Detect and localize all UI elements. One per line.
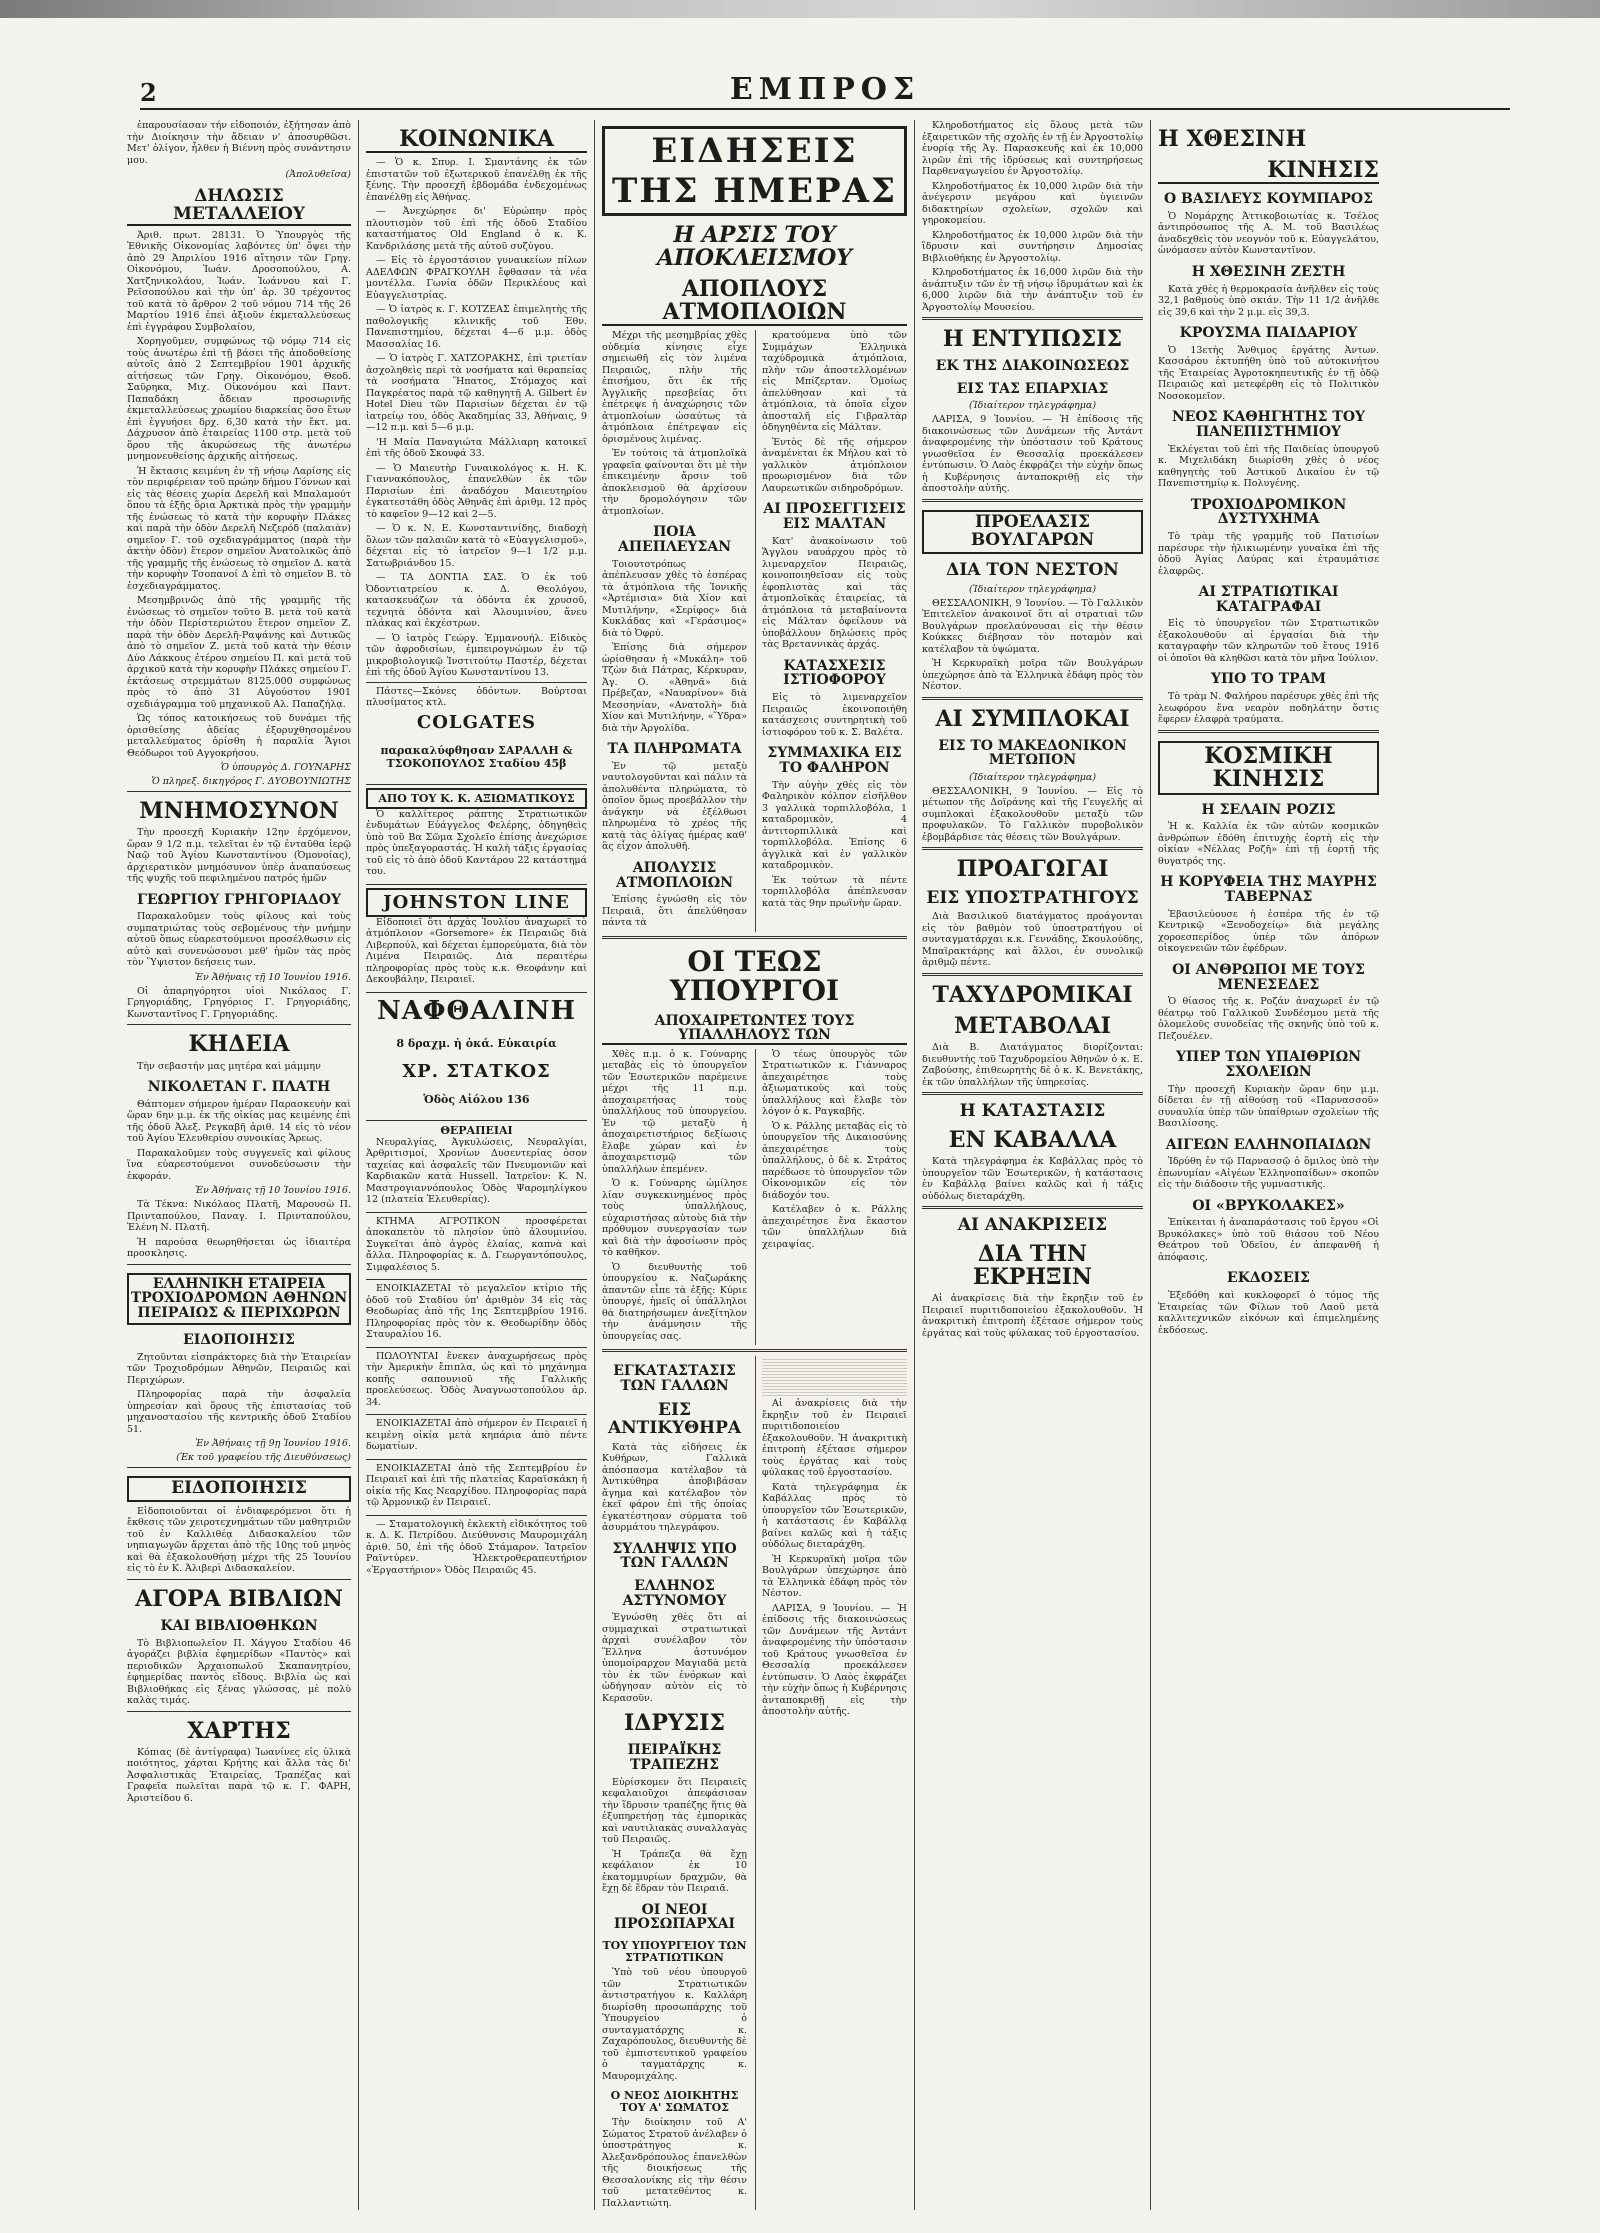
ad-text: ΕΝΟΙΚΙΑΖΕΤΑΙ ἀπὸ σήμερον ἐν Πειραιεῖ ἡ κειμένη οἰκία μετὰ κηπάρια ἀπὸ πέντε δωματίων.: [366, 1418, 587, 1453]
signature: Ὁ πληρεξ. δικηγόρος Γ. ΔΥΟΒΟΥΝΙΩΤΗΣ: [151, 776, 351, 788]
article-text: Πληροφορίας παρὰ τὴν ἀσφαλεία ὑπηρεσίαν καὶ ὅρους τῆς ἐπιστασίας τοῦ μηχανοστασίου τῆς κεντρικῆς ὁδοῦ Σταδίου 51.: [127, 1389, 351, 1435]
ad-text: ΕΝΟΙΚΙΑΖΕΤΑΙ τὸ μεγαλεῖον κτίριο τῆς ὁδοῦ τοῦ Σταδίου ὑπ' ἀριθμὸν 34 εἰς τὰς Θεοδωρίας ἀπὸ τῆς 1ης Σεπτεμβρίου 1916. Πληροφορίας πρὸς τὸν κ. Θεοδωρίδην ὁδὸς Σταυραλίου 16.: [366, 1283, 587, 1341]
ministers-two-col: [602, 1049, 907, 1346]
lower-subcol-right: [755, 1356, 907, 2210]
subheading: ΤΑ ΠΛΗΡΩΜΑΤΑ: [607, 741, 742, 758]
heading-former-ministers: ΟΙ ΤΕΩΣ ΥΠΟΥΡΓΟΙ: [669, 944, 840, 1008]
heading-society: ΚΟΣΜΙΚΗ ΚΙΝΗΣΙΣ: [1158, 741, 1379, 795]
heading-paper: ΧΑΡΤΗΣ: [187, 1717, 291, 1744]
article-text: Ἐντὸς δὲ τῆς σήμερον ἀναμένεται ἐκ Μήλου καὶ τὸ γαλλικὸν ἀτμόπλοιον προωρισμένον διὰ τῶν Λαυρεωτικῶν σιδηροδρόμων.: [762, 436, 907, 494]
article-text: Ἐκλέγεται τοῦ ἐπὶ τῆς Παιδείας ὑπουργοῦ κ. Μιχελιδάκη διωρίσθη χθὲς ὁ νέος καθηγητὴς τοῦ Ἀστικοῦ Δικαίου ἐν τῷ Πανεπιστημίῳ κ. Πολυγένης.: [1158, 443, 1379, 490]
article-text: 'Η Μαία Παναγιώτα Μάλλιαρη κατοικεῖ ἐπὶ τῆς ὁδοῦ Σκουφά 33.: [366, 436, 587, 460]
ad-subtext: παρακαλύφθησαν ΣΑΡΑΛΛΗ & ΤΣΟΚΟΠΟΥΛΟΣ Σταδίου 45β: [380, 743, 573, 770]
divider: [922, 499, 1143, 502]
ad-therapies: [366, 1120, 587, 1212]
ad-naphthalene: [366, 992, 587, 1120]
subheading-antikythera: ΕΙΣ ΑΝΤΙΚΥΘΗΡΑ: [607, 1399, 742, 1438]
article-text: — Ὁ κ. Ν. Ε. Κωνσταντινίδης, διαδοχὴ ὅλων τῶν παλαιῶν κατὰ τὸ «Εὐαγγελισμοῦ», δέχεται εἰς τὸ ἰατρεῖον 9—1 1/2 μ.μ. Σατωβριάνδου 15.: [366, 523, 587, 569]
masthead: ΕΜΠΡΟΣ: [729, 72, 921, 107]
article-text: Παρακαλοῦμεν τοὺς φίλους καὶ τοὺς συμπατριώτας τοὺς σεβομένους τὴν μνήμην αὐτοῦ ὅπως εὐαρεστούμενοι προσέλθωσιν εἰς αὐτὸ καὶ συνενώσουσι μεθ' ἡμῶν τὰς πρὸς τὸν Ὕψιστον δεήσεις των.: [127, 911, 351, 969]
article-text: Κατὰ τὰς εἰδήσεις ἐκ Κυθήρων, Γαλλικὰ ἀπόσπασμα κατέλαβον τὰ Ἀντικύθηρα ἀποβιβάσαν ἄγημα καὶ κατέλαβον τὸν ἐκεῖ φάρον ἐπὶ τῆς ὁποίας ἐγκατέστησαν σύρματα τοῦ ἀσυρμάτου τηλεγράφου.: [602, 1441, 747, 1534]
article-text: Κληροδοτήματος ἐκ 16,000 λιρῶν διὰ τὴν ἀνάπτυξιν τῶν ἐν τῇ νήσῳ ἰδρυμάτων καὶ ἐκ 6,000 λιρῶν διὰ τὴν ἀνάπτυξιν τοῦ ἐν Ἀργοστολίῳ Μουσείου.: [922, 267, 1143, 313]
ad-heading: ΑΠΟ ΤΟΥ Κ. Κ. ΑΞΙΩΜΑΤΙΚΟΥΣ: [366, 788, 587, 809]
divider: [922, 847, 1143, 850]
article-text: — ΤΑ ΔΟΝΤΙΑ ΣΑΣ. Ὁ ἐκ τοῦ Ὀδοντιατρείου κ. Δ. Θεολόγου, κατασκευάζων τὰ ὀδόντα ἐκ χρυσοῦ, τεχνητὰ ὀδόντα καὶ Ἀλουμινίου, ἄνευ πλάκας καὶ ἐκχέστρων.: [366, 572, 587, 630]
article-text: Ἐπίσης ἐγνώσθη εἰς τὸν Πειραιᾶ, ὅτι ἀπελύθησαν πάντα τὰ: [602, 894, 747, 929]
subheading: Η ΧΘΕΣΙΝΗ ΖΕΣΤΗ: [1191, 263, 1346, 280]
heading-blockade-lifted: Η ΑΡΣΙΣ ΤΟΥ ΑΠΟΚΛΕΙΣΜΟΥ: [656, 222, 853, 272]
article-text: Εὑρίσκομεν ὅτι Πειραιεῖς κεφαλαιοῦχοι ἀπεφάσισαν τὴν ἵδρυσιν τραπέζης ἥτις θὰ ἐξυπηρετήσῃ τὰς ἐμπορικὰς καὶ ναυτιλιακὰς συναλλαγὰς τοῦ Πειραιῶς.: [602, 1776, 747, 1846]
subheading: ΟΙ «ΒΡΥΚΟΛΑΚΕΣ»: [1192, 1197, 1345, 1214]
article-text: κρατούμενα ὑπὸ τῶν Συμμάχων Ἑλληνικὰ ταχύδρομικὰ ἀτμόπλοια, πλὴν τῶν ἀποστελλομένων εἰς Μπίζερταν. Ὁμοίως ἀπελύθησαν καὶ τὰ ἀτμόπλοια, τὰ ὁποῖα εἶχον ἀποσταλῆ εἰς Γιβραλτὰρ ὁδηγηθέντα εἰς Μάλταν.: [762, 330, 907, 434]
article-text: Τὸ τρὰμ Ν. Φαλήρου παρέσυρε χθὲς ἐπὶ τῆς λεωφόρου ἕνα νεαρὸν ποδηλάτην ὅστις ἔφερεν ἐλαφρὰ τραύματα.: [1158, 691, 1379, 726]
ad-text: ΠΩΛΟΥΝΤΑΙ ἕνεκεν ἀναχωρήσεως πρὸς τὴν Ἀμερικὴν ἔπιπλα, ὡς καὶ τὸ μηχάνημα κοπῆς σαπουνιοῦ τῆς Γαλλικῆς προελεύσεως. Ὁδὸς Ἀναγνωστοπούλου ἀρ. 34.: [366, 1350, 587, 1408]
column-1: [120, 120, 358, 2210]
article-text: Ἐκ τούτων τὰ πέντε τορπιλλοβόλα ἀπέπλευσαν κατὰ τὰς 9ην πρωϊνὴν ὥραν.: [762, 874, 907, 909]
heading-memorial: ΜΝΗΜΟΣΥΝΟΝ: [139, 798, 339, 825]
article-text: Τοιουτοτρόπως ἀπέπλευσαν χθὲς τὸ ἑσπέρας τὰ ἀτμόπλοια τῆς Ἰονικῆς «Ἀρτέμισια» διὰ Χίον καὶ Μυτιλήνην, «Σερίφος» διὰ Κυκλάδας καὶ «Γεράσιμος» διὰ τὸ Ὀφρύ.: [602, 558, 747, 639]
source-note: (Ἰδιαίτερον τηλεγράφημα): [968, 400, 1097, 412]
divider: [922, 973, 1143, 976]
ad-tailor: [366, 784, 587, 884]
news-title: ΕΙΔΗΣΕΙΣ ΤΗΣ ΗΜΕΡΑΣ: [602, 126, 907, 216]
classified: [366, 1414, 587, 1459]
article-text: Ἐβασιλεύουσε ἡ ἑσπέρα τῆς ἐν τῷ Κεντρικῷ «Ξενοδοχείῳ» διὰ μεγάλης χοροεσπερίδος ὑπὲρ τῶν ἀπόρων οἰκογενειῶν τῶν ἐφέδρων.: [1158, 908, 1379, 955]
heading-bulgarian-advance: ΠΡΟΕΛΑΣΙΣ ΒΟΥΛΓΑΡΩΝ: [922, 510, 1143, 554]
ad-johnston-line: [366, 884, 587, 992]
source-note: (Ἰδιαίτερον τηλεγράφημα): [968, 771, 1097, 783]
article-text: Ὁ 13ετὴς Ἄνθιμος ἐργάτης Ἀντων. Κασσάρου ἐκτυπήθη ὑπὸ τοῦ αὐτοκινήτου τῆς Ἑταιρείας Ἀγροτοκηπευτικῆς ἐν τῇ ὁδῷ Πειραιῶς καὶ μετεφέρθη εἰς τὸ Πολιτικὸν Νοσοκομεῖον.: [1158, 344, 1379, 402]
article-text: Τὴν αὐγὴν χθὲς εἰς τὸν Φαληρικὸν κόλπον εἰσῆλθον 3 γαλλικὰ τορπιλλοβόλα, 1 καταδρομικὸν, 4 ἀντιτορπιλλικὰ καὶ τορπιλλοβόλα. Ἐπίσης 6 ἀγγλικὰ καὶ ἐν γαλλικὸν καταδρομικὸν.: [762, 779, 907, 871]
ministers-subcol-left: [602, 1049, 747, 1346]
article-text: Εἰς τὸ ὑπουργεῖον τῶν Στρατιωτικῶν ἐξακολουθοῦν αἱ ἐργασίαι διὰ τὴν καταγραφὴν τῶν κληρωτῶν τοῦ ἔτους 1916 οἱ ὁποῖοι θὰ κληθῶσι κατὰ τὸν μῆνα Ἰούλιον.: [1158, 618, 1379, 664]
divider: [922, 317, 1143, 320]
ad-text: ΚΤΗΜΑ ΑΓΡΟΤΙΚΟΝ προσφέρεται ἀποκαπετὸν τὸ πλησίον ὑπὸ ἀλουμινίου. Συγκεῖται ἀπὸ ἀγρὸς ἐλαίας, καπνὰ καὶ ἄλλα. Πληροφορίας κ. Δ. Γεωργαντόπουλος, Σιμφαλέσιος 5.: [366, 1215, 587, 1273]
article-text: Ἐπίκειται ἡ ἀναπαράστασις τοῦ ἔργου «Οἱ Βρυκόλακες» ὑπὸ τοῦ θιάσου τοῦ Νέου Θεάτρου τοῦ Ὁδεῖου, ἐν ἀπεφανθῆ ἡ ἀπόφασις.: [1158, 1217, 1379, 1263]
subheading: Η ΚΟΡΥΦΕΙΑ ΤΗΣ ΜΑΥΡΗΣ ΤΑΒΕΡΝΑΣ: [1160, 874, 1377, 906]
signature: Οἱ ἀπαρηγόρητοι υἱοὶ Νικόλαος Γ. Γρηγοριάδης, Γρηγόριος Γ. Γρηγοριάδης, Κωνσταντῖνος Γ. Γρηγοριάδης.: [127, 985, 351, 1020]
subheading: Ο ΒΑΣΙΛΕΥΣ ΚΟΥΜΠΑΡΟΣ: [1163, 191, 1374, 208]
column-5: [1150, 120, 1386, 2210]
article-text: — Ὁ Μαιευτὴρ Γυναικολόγος κ. Η. Κ. Γιαννακόπουλος, ἐπανελθὼν ἐκ τῶν Παρισίων ἐπὶ ἀναδόχου Μαιευτηρίου ἐγκατεστάθη ὁδὸς Ἀθηνᾶς ἐπὶ ἀριθμ. 12 πρὸς τὸ καφεῖον 9—12 καὶ 2—5.: [366, 462, 587, 520]
article-text: — Εἰς τὸ ἐργοστάσιον γυναικείων πίλων ΑΔΕΛΦΩΝ ΦΡΑΓΚΟΥΛΗ ἔφθασαν τὰ νέα μοντέλλα. Γωνία ὁδῶν Περικλέους καὶ Εὐαγγελιστρίας.: [366, 255, 587, 301]
deceased-name: ΓΕΩΡΓΙΟΥ ΓΡΗΓΟΡΙΑΔΟΥ: [137, 891, 341, 908]
place-date: Ἐν Ἀθήναις τῇ 9ῃ Ἰουνίου 1916.: [195, 1438, 351, 1449]
ad-text: — Σταματολογικὴ ἐκλεκτὴ εἰδικότητος τοῦ κ. Δ. Κ. Πετρίδου. Διεύθυνσις Μαυρομιχάλη ἀριθ. 50, ἐπὶ τῆς ὁδοῦ Στάμαρον. Ἰατρεῖον Ραϊντύρεν. Ἠλεκτροθεραπευτήριον «Ἐργαστήριον» Ὁδὸς Πειραιῶς 45.: [366, 1518, 587, 1576]
subheading: ΜΕΤΑΒΟΛΑΙ: [954, 1013, 1111, 1039]
illustration-shade: [762, 1358, 907, 1396]
heading-french-installation: ΕΓΚΑΤΑΣΤΑΣΙΣ ΤΩΝ ΓΑΛΛΩΝ: [613, 1363, 736, 1395]
heading-promotions: ΠΡΟΑΓΩΓΑΙ: [956, 856, 1109, 883]
heading-founding: ΙΔΡΥΣΙΣ: [623, 1710, 725, 1737]
article-text: — Ἀνεχώρησε δι' Εὐρώπην πρὸς πλουτισμὸν τοῦ ἐπὶ τῆς ὁδοῦ Σταδίου καταστήματος Old England ὁ κ. Κ. Κανδριλάσης μετὰ τῆς αὐτοῦ συζύγου.: [366, 206, 587, 252]
article-text: Ὁ κ. Γούναρης ὡμίλησε λίαν συγκεκινημένος πρὸς τοὺς ὑπαλλήλους, εὐχαριστήσας αὐτοὺς διὰ τὴν πρόθυμον συνεργασίαν των καὶ διὰ τὴν ἀφοσίωσιν πρὸς τὸ καθῆκον.: [602, 1178, 747, 1259]
article-text: Τὸ τρὰμ τῆς γραμμῆς τοῦ Πατισίων παρέσυρε τὴν ἡλικιωμένην γυναῖκα ἐπὶ τῆς ὁδοῦ Ἀγίας Λαύρας καὶ ἐτραυμάτισε ἐλαφρῶς.: [1158, 531, 1379, 577]
page-header: [140, 72, 1510, 112]
article-text: — Ὁ ἰατρὸς Γ. ΧΑΤΖΟΡΑΚΗΣ, ἐπὶ τριετίαν ἀσχοληθεὶς περὶ τὰ νοσήματα καὶ θεραπείας τὰ νοσήματα Ἥπατος, Στόμαχος καὶ Παγκρέατος παρὰ τῷ καθηγητῇ Α. Gilbert ἐν Hotel Dieu τῶν Παρισίων δέχεται ἐν τῷ ἰατρείῳ του, ὁδὸς Ἀκαδημίας 33, Ἀθήναις, 9—12 π.μ. καὶ 5—6 μ.μ.: [366, 353, 587, 434]
ad-text: ΕΝΟΙΚΙΑΖΕΤΑΙ ἀπὸ τῆς Σεπτεμβρίου ἐν Πειραιεῖ καὶ ἐπὶ τῆς πλατείας Καραϊσκάκη ἡ οἰκία τῆς Κας Νεαρχίδου. Πληροφορίας παρὰ τῷ Ἀρμονικῷ ἐν Πειραιεῖ.: [366, 1462, 587, 1509]
deceased-name: ΝΙΚΟΛΕΤΑΝ Γ. ΠΛΑΤΗ: [147, 1079, 331, 1096]
article-text: Κατὰ χθὲς ἡ θερμοκρασία ἀνῆλθεν εἰς τοὺς 32,1 βαθμοὺς ὑπὸ σκιάν. Τὴν 11 1/2 ἀνῆλθε εἰς 39,6 καὶ τὴν 2 μ.μ. εἰς 39,3.: [1158, 283, 1379, 318]
signature: Τὰ Τέκνα: Νικόλαος Πλατῆ, Μαρουσὼ Π. Πρινταπούλου, Παναγ. Ι. Πρινταπούλου, Ἑλένη Ν. Πλατῆ.: [127, 1199, 351, 1234]
heading-clashes: ΑΙ ΣΥΜΠΛΟΚΑΙ: [935, 705, 1130, 732]
ad-colgate: [366, 682, 587, 784]
heading-new-personnel: ΟΙ ΝΕΟΙ ΠΡΟΣΩΠΑΡΧΑΙ: [613, 1901, 736, 1933]
divider: [127, 1711, 351, 1712]
article-text: Τὴν σεβαστήν μας μητέρα καὶ μάμμην: [137, 1060, 321, 1072]
ad-address: Ὁδὸς Αἰόλου 136: [423, 1092, 530, 1106]
source-note: (Ἰδιαίτερον τηλεγράφημα): [968, 583, 1097, 595]
article-text: Κατὰ τηλεγράφημα ἐκ Καβάλλας πρὸς τὸ ὑπουργεῖον τῶν Ἐσωτερικῶν, ἡ κατάστασις ἐν Καβάλλᾳ βαίνει καλῶς καὶ ἡ τάξις οὐδόλως διεταράχθη.: [922, 1156, 1143, 1202]
ad-text: Πάστες—Σκόνες ὀδόντων. Βούρτσαι πλυσίματος κτλ.: [366, 685, 587, 709]
heading-notice: ΕΙΔΟΠΟΙΗΣΙΣ: [127, 1476, 351, 1502]
subheading: Η ΣΕΛΑΙΝ ΡΟΖΙΣ: [1201, 801, 1336, 818]
subheading: ΥΠΕΡ ΤΩΝ ΥΠΑΙΘΡΙΩΝ ΣΧΟΛΕΙΩΝ: [1176, 1049, 1361, 1080]
subheading-ministry-military: ΤΟΥ ΥΠΟΥΡΓΕΙΟΥ ΤΩΝ ΣΤΡΑΤΙΩΤΙΚΩΝ: [602, 1939, 747, 1964]
subheading: ΤΡΟΧΙΟΔΡΟΜΙΚΟΝ ΔΥΣΤΥΧΗΜΑ: [1190, 496, 1347, 528]
article-text: Αἱ ἀνακρίσεις διὰ τὴν ἔκρηξιν τοῦ ἐν Πειραιεῖ πυριτιδοποιείου ἐξακολουθοῦν. Ἡ ἀνακριτικὴ ἐπιτροπὴ ἐξέτασε σήμερον τοὺς ἐργάτας καὶ τοὺς φύλακας τοῦ ἐργοστασίου.: [922, 1293, 1143, 1339]
article-text: — Ὁ κ. Σπυρ. Ι. Σμαντάνης ἐκ τῶν ἐπιστατῶν τοῦ ἐξωτερικοῦ ἐπανέλθῃ ἐκ τῆς ξένης. Τὴν προσεχῆ ἑβδομάδα ἐνδεχομένως ἐπανέλθῃ εἰς Ἀθήνας.: [366, 157, 587, 203]
subheading: ΕΙΣ ΤΟ ΜΑΚΕΔΟΝΙΚΟΝ ΜΕΤΩΠΟΝ: [938, 737, 1127, 769]
article-text: Ὑπὸ τοῦ νέου ὑπουργοῦ τῶν Στρατιωτικῶν ἀντιστρατήγου κ. Καλλάρη διωρίσθη προσωπάρχης τοῦ Ὑπουργείου ὁ συνταγματάρχης κ. Ζαχαρόπουλος, διευθυντὴς δὲ τοῦ ἐμπιστευτικοῦ γραφείου ὁ ταγματάρχης κ. Μαυρομιχάλης.: [602, 1967, 747, 2082]
divider: [922, 1206, 1143, 1209]
article-text: Ὁ διευθυντὴς τοῦ ὑπουργείου κ. Ναζωράκης ἀπαντῶν εἶπε τὰ ἑξῆς: Κύριε ὑπουργέ, ἡμεῖς οἱ ὑπάλληλοι θὰ διατηρήσωμεν ἀνεξίτηλον τὴν ἀνάμνησιν τῆς ὑπουργείας σας.: [602, 1261, 747, 1342]
article-text: Αἱ ἀνακρίσεις διὰ τὴν ἔκρηξιν τοῦ ἐν Πειραιεῖ πυριτιδοποιείου ἐξακολουθοῦν. Ἡ ἀνακριτικὴ ἐπιτροπὴ ἐξέτασε σήμερον τοὺς ἐργάτας καὶ τοὺς φύλακας τοῦ ἐργοστασίου.: [762, 1398, 907, 1479]
article-text: Παρακαλοῦμεν τοὺς συγγενεῖς καὶ φίλους ἵνα εὐαρεστούμενοι συνοδεύσωσιν τὴν ἐκφοράν.: [127, 1147, 351, 1182]
divider: [602, 936, 907, 939]
article-text: Ἐξεδόθη καὶ κυκλοφορεῖ ὁ τόμος τῆς Ἑταιρείας τῶν Φίλων τοῦ Λαοῦ μετὰ καλλιτεχνικῶν εἰκόνων καὶ ἐπιμελημένης ἐκδόσεως.: [1158, 1290, 1379, 1336]
article-text: Τὸ Βιβλιοπωλεῖον Π. Χάγγου Σταδίου 46 ἀγοράζει βιβλία ἐφημερίδων «Παντὸς» καὶ περιοδικῶν Ἀρχαιοπωλοῦ Σκαπανητρίου, ἐφημερίδας παντὸς εἴδους. Βιβλία ὡς καὶ Βιβλιοθήκας εἰς ξένας γλώσσας, μὲ πολὺ καλὰς τιμάς.: [127, 1637, 351, 1707]
subheading: ΣΥΜΜΑΧΙΚΑ ΕΙΣ ΤΟ ΦΑΛΗΡΟΝ: [767, 745, 902, 776]
divider: [602, 1349, 907, 1352]
article-text: Ἡ ἔκτασις κειμένη ἐν τῇ νήσῳ Λαρίσης εἰς τὸν περιφέρειαν τοῦ πρώην δήμου Γόννων καὶ εἰς τὰς θέσεις χωρία Δερελῆ καὶ Μπαλαμούτ ὅπου τὰ ἑξῆς ὅρια Ἀρκτικὰ πρὸς τὴν γραμμὴν τῆς ἐνώσεως τὸ κατὰ τὴν κορυφὴν Πλάκες καὶ παρὰ τὴν ὁδὸν Δερελῆ Νεζερόδ (παλαιὰν) σημεῖον Γ. τοῦ σχεδιαγράμματος (παρὰ τὴν ἀκτὴν ὁδὸν) ἕτερον σημεῖον Ἀνατολικῶς ἀπὸ τῆς γραμμῆς τῆς ἐνώσεως τὸ σημεῖον Δ. κατὰ τὴν κορυφὴν Τσοπανοί Δ ἐπὶ τὸ σημεῖον Β. τὸ ἐσχεδιαγράμματος.: [127, 465, 351, 592]
article-text: ΛΑΡΙΣΑ, 9 Ἰουνίου. — Ἡ ἐπίδοσις τῆς διακοινώσεως τῶν Δυνάμεων τῆς Ἀντάντ ἀναφερομένης τὴν ὑπόστασιν τοῦ Κράτους γνωσθεῖσα ἐν Θεσσαλίᾳ προεκάλεσεν ἐντύπωσιν. Ὁ Λαὸς ἐκφράζει τὴν εὐχὴν ὅπως ἡ Κυβέρνησις ἀνταποκριθῇ εἰς τὴν ἀποστολὴν αὐτῆς.: [922, 414, 1143, 495]
heading-social: ΚΟΙΝΩΝΙΚΑ: [366, 128, 587, 153]
article-text: Ἡ κ. Καλλία ἐκ τῶν αὐτῶν κοσμικῶν ἀνθρώπων ἐδόθη ἐπιτυχὴς ἐορτὴ εἰς τὴν οἰκίαν «Νέλλας Ροζῆ» ἐπὶ τῇ ἑορτῇ τῆς θυγατρός της.: [1158, 821, 1379, 867]
heading-mine-declaration: ΔΗΛΩΣΙΣ ΜΕΤΑΛΛΕΙΟΥ: [127, 188, 351, 226]
heading-postal: ΤΑΧΥΔΡΟΜΙΚΑΙ: [932, 981, 1133, 1008]
heading-new-commander: Ο ΝΕΟΣ ΔΙΟΙΚΗΤΗΣ ΤΟΥ Α' ΣΩΜΑΤΟΣ: [610, 2089, 739, 2114]
divider: [127, 1467, 351, 1468]
subheading: ΚΡΟΥΣΜΑ ΠΑΙΔΑΡΙΟΥ: [1179, 325, 1358, 342]
subheading: ΑΙΓΕΩΝ ΕΛΛΗΝΟΠΑΙΔΩΝ: [1165, 1136, 1372, 1153]
classified: [366, 1212, 587, 1280]
divider: [127, 1024, 351, 1025]
article-text: ΘΕΣΣΑΛΟΝΙΚΗ, 9 Ἰουνίου. — Εἰς τὸ μέτωπον τῆς Δοϊράνης καὶ τῆς Γευγελῆς αἱ συμπλοκαὶ ἐξακολουθοῦν μεταξὺ τῶν προφυλακῶν. Τὸ Γαλλικὸν πυροβολικὸν ἐβομβάρδισε τὰς θέσεις τῶν Βουλγάρων.: [922, 785, 1143, 843]
article-text: Ἐπίσης διὰ σήμερον ὡρίσθησαν ἡ «Μυκάλη» τοῦ Τζὼν διὰ Πάτρας, Κέρκυραν, Ἀγ. Ο. «Ἀθηνᾶ» διὰ Πρέβεζαν, «Ναυαρίνον» διὰ Μεσσηνίαν, «Ανατολὴ» διὰ Χίον καὶ Μυτιλήνην, «Ὕδρα» διὰ τὴν Ἀργολίδα.: [602, 642, 747, 734]
article-text: Κατὰ τηλεγράφημα ἐκ Καβάλλας πρὸς τὸ ὑπουργεῖον τῶν Ἐσωτερικῶν, ἡ κατάστασις ἐν Καβάλλᾳ βαίνει καλῶς καὶ ἡ τάξις οὐδόλως διεταράχθη.: [762, 1481, 907, 1551]
ad-seller: ΧΡ. ΣΤΑΤΚΟΣ: [402, 1060, 551, 1082]
article-text: Ὁ τέως ὑπουργὸς τῶν Στρατιωτικῶν κ. Γιάνναρος ἀπεχαιρέτησε τοὺς ἀξιωματικοὺς καὶ τοὺς ὑπαλλήλους καὶ ἔλαβε τὸν λόγον ὁ κ. Ραγκαβῆς.: [762, 1048, 907, 1118]
article-text: Κόπιας (δὲ ἀντίγραφα) Ἰωανίνες εἰς ὑλικὰ ποιότητος, χάρται Κρήτης καὶ ἄλλα τὰς δι' Ἀσφαλιστικὰς Ἐταιρείας, Τραπέζας καὶ Γραφεῖα πωλεῖται παρὰ τῷ κ. Γ. ΦΑΡΗ, Ἀριστείδου 6.: [127, 1746, 351, 1804]
ad-price: 8 δραχμ. ἡ ὀκά. Εὐκαιρία: [396, 1036, 557, 1050]
intro-signature: (Ἀπολυθεῖσα): [285, 169, 351, 180]
ad-heading: JOHNSTON LINE: [366, 888, 587, 917]
subheading: ΝΕΟΣ ΚΑΘΗΓΗΤΗΣ ΤΟΥ ΠΑΝΕΠΙΣΤΗΜΙΟΥ: [1171, 409, 1366, 440]
ad-brand: COLGATES: [416, 711, 537, 733]
article-text: Χθὲς π.μ. ὁ κ. Γούναρης μεταβὰς εἰς τὸ ὑπουργεῖον τῶν Ἐσωτερικῶν παρέμεινε μέχρι τῆς 11 π.μ. ἀποχαιρετήσας τοὺς ὑπαλλήλους τοῦ ὑπουργείου. Ἐν τῷ μεταξὺ ἡ ἀποχαιρετιστήριος δεξίωσις ἔλαβε χώραν καὶ ἐν ἀποχαιρετισμῷ τῶν ὑπαλλήλων ἐπεμένεν.: [602, 1048, 747, 1175]
article-text: — Ὁ ἰατρὸς Γεώργ. Ἐμμανουήλ. Εἰδικὸς τῶν ἀφροδισίων, ἐμπειρογνώμων ἐν τῷ μικροβιολογικῷ Ἰνστιτούτῳ Παστέρ, δέχεται ἐπὶ τῆς ὁδοῦ Ἁγίου Κωνσταντίνου 13.: [366, 632, 587, 679]
news-subcol-left: [602, 330, 747, 931]
heading-departure-steamers: ΑΠΟΠΛΟΥΣ ΑΤΜΟΠΛΟΙΩΝ: [602, 278, 907, 326]
ministers-subcol-right: [755, 1049, 907, 1346]
subheading: ΠΟΙΑ ΑΠΕΠΛΕΥΣΑΝ: [617, 524, 732, 556]
article-text: Ζητοῦνται εἰσπράκτορες διὰ τὴν Ἐταιρείαν τῶν Τροχιοδρόμων Ἀθηνῶν, Πειραιῶς καὶ Περιχώρων.: [127, 1351, 351, 1386]
news-subcol-right: [755, 330, 907, 931]
article-text: Κληροδοτήματος ἐκ 10,000 λιρῶν διὰ τὴν ἀνέγερσιν μεγάρου καὶ ὑγιεινῶν διδακτηρίων σχολείων, σχολῶν καὶ γηροκομείου.: [922, 180, 1143, 226]
subheading: ΥΠΟ ΤΟ ΤΡΑΜ: [1210, 671, 1327, 688]
ad-text: Εἰδοποιεῖ ὅτι ἀρχὰς Ἰουλίου ἀναχωρεῖ τὸ ἀτμόπλοιον «Gorsemore» ἐκ Πειραιῶς διὰ Λιβερπούλ, καὶ δέχεται ἐμπορεύματα, διὰ τὸν Λιμένα Πειραιῶς. Διὰ περαιτέρω πληροφορίας πρὸς τοὺς κ.κ. Θεοφάνην καὶ Δεκουβάλην, Πειραιεῖ.: [366, 916, 587, 986]
scan-edge: [0, 0, 1600, 18]
subheading: ΕΚ ΤΗΣ ΔΙΑΚΟΙΝΩΣΕΩΣ: [935, 358, 1130, 375]
column-4: [914, 120, 1150, 2210]
divider: [127, 1579, 351, 1580]
column-3: [594, 120, 914, 2210]
subheading: ΚΑΤΑΣΧΕΣΙΣ ΙΣΤΙΟΦΟΡΟΥ: [783, 657, 886, 689]
news-two-col: [602, 330, 907, 931]
heading-arrest: ΣΥΛΛΗΨΙΣ ΥΠΟ ΤΩΝ ΓΑΛΛΩΝ: [612, 1540, 737, 1572]
ad-text: Νευραλγίας, Ἀγκυλώσεις, Νευραλγίαι, Ἀρθριτισμοί, Χρονίων Δυσεντερίας ὁσον ταχείας καὶ ἀσφαλεῖς τῶν Πνευμονιῶν καὶ Καρδιακῶν κατὰ Hussell. Ἰατρεῖον: Κ. Ν. Μαστρογιαννόπουλος Ὁδὸς Ψαρομηλίγκου 12 (πλατεία Ἐλευθερίας).: [366, 1136, 587, 1206]
article-text: Κατέλαβεν ὁ κ. Ράλλης ἀπεχαιρέτησε ἔνα ἕκαστον τῶν ὑπαλλήλων διὰ χειραψίας.: [762, 1204, 907, 1250]
subheading: ΔΙΑ ΤΗΝ ΕΚΡΗΞΙΝ: [972, 1240, 1093, 1290]
divider: [127, 1264, 351, 1265]
lower-two-col: [602, 1356, 907, 2210]
subheading-notice: ΕΙΔΟΠΟΙΗΣΙΣ: [183, 1331, 295, 1348]
article-text: Τὴν διοίκησιν τοῦ Α' Σώματος Στρατοῦ ἀνέλαβεν ὁ ὑποστράτηγος κ. Ἀλεξανδρόπουλος ἐπανελθὼν τῆς διοικήσεως τῆς Θεσσαλονίκης εἰς τὴν θέσιν τοῦ μετατεθέντος κ. Παλλαντιώτη.: [602, 2117, 747, 2209]
subheading: ΕΙΣ ΤΑΣ ΕΠΑΡΧΙΑΣ: [956, 380, 1109, 397]
ad-heading: ΝΑΦΘΑΛΙΝΗ: [376, 995, 577, 1026]
signature: (Ἐκ τοῦ γραφείου τῆς Διευθύνσεως): [176, 1452, 351, 1463]
subheading: ΑΠΟΛΥΣΙΣ ΑΤΜΟΠΛΟΙΩΝ: [615, 859, 734, 891]
ad-heading: ΘΕΡΑΠΕΙΑΙ: [440, 1123, 513, 1137]
article-text: Ἐν τῷ μεταξὺ ναυτολογοῦνται καὶ πάλιν τὰ ἀπολυθέντα πληρώματα, τὸ ὁποῖον ὅμως προεβάλλον τὴν ἀνάγκην νὰ ἐξέλθωσι πληρωμένα τὸ χρέος τῆς κατὰ τὰς ὀλίγας ἡμέρας καθ' ἃς εἶχον ἀπολυθῆ.: [602, 760, 747, 853]
classified: [366, 1347, 587, 1415]
article-text: Ἱδρύθη ἐν τῷ Παρνασσῷ ὁ ὅμιλος ὑπὸ τὴν ἐπωνυμίαν «Αἰγέων Ἑλληνοπαίδων» σκοπῶν εἰς τὴν διάδοσιν τῆς γυμναστικῆς.: [1158, 1156, 1379, 1191]
subheading-piraeus-bank: ΠΕΙΡΑΪΚΗΣ ΤΡΑΠΕΖΗΣ: [627, 1742, 722, 1774]
article-text: Τὴν προσεχῆ Κυριακὴν ὥραν 6ην μ.μ. δίδεται ἐν τῇ αἰθούσῃ τοῦ «Παρνασσοῦ» συναυλία ὑπὲρ τῶν ὑπαίθριων σχολείων τῆς Βασιλίσσης.: [1158, 1083, 1379, 1130]
article-text: Μέχρι τῆς μεσημβρίας χθὲς οὐδεμία κίνησις εἶχε σημειωθῆ εἰς τὸν λιμένα Πειραιῶς, πλὴν τῆς ἐπισήμου, ὅτι ἐκ τῆς Ἀγγλικῆς πρεσβείας ὅτι ἐπέτρεψε ἡ ἀναχώρησις τῶν ἀτμοπλοίων ὡσαύτως τὰ ἀτμόπλοια ἐπέτρεψαν εἰς ὁρισμένους λιμένας.: [602, 330, 747, 445]
signature: Ὁ ὑπουργὸς Δ. ΓΟΥΝΑΡΗΣ: [220, 762, 351, 774]
article-text: Διὰ Βασιλικοῦ διατάγματος προάγονται εἰς τὸν βαθμὸν τοῦ ὑποστρατήγου οἱ συνταγματάρχαι κ.κ. Γεννάδης, Σκουλούδης, Μπαϊρακτάρης καὶ ἄλλοι, ἐν συνολικῷ ἀριθμῷ πέντε.: [922, 911, 1143, 969]
article-text: Μεσημβρινῶς ἀπὸ τῆς γραμμῆς τῆς ἐνώσεως τὸ σημεῖον τοῦτο Β. μετὰ τοῦ κατὰ τὴν ὁδὸν Περίστεριώτου ἕτερον σημεῖον Ζ. παρὰ τὴν ὁδὸν Δερελῆ-Ραψάνης καὶ Δυτικῶς ἀπὸ τὸ σημεῖον Ζ. μετὰ τοῦ κατὰ τὴν θέσιν Δύο Λάκκους ἐτέρου σημείου Π. καὶ μετὰ τοῦ ἀρχικοῦ κατὰ τὴν κορυφὴν Πλάκες σημείου Γ. ἐκτάσεως στρεμμάτων 8125.000 συμφώνως πρὸς τὸ ἀπὸ 31 Αὐγούστου 1901 σχεδιάγραμμα τοῦ μηχανικοῦ Αλ. Παπαζήλᾳ.: [127, 595, 351, 710]
article-text: — Ὁ ἰατρὸς κ. Γ. ΚΟΤΖΕΑΣ ἐπιμελητὴς τῆς παθολογικῆς κλινικῆς τοῦ Ἐθν. Πανεπιστημίου, δέχεται 4—6 μ.μ. ὁδὸς Μασσαλίας 16.: [366, 304, 587, 350]
header-rule: [140, 108, 1510, 110]
article-text: Κατ' ἀνακοίνωσιν τοῦ Ἄγγλου ναυάρχου πρὸς τὸ λιμεναρχεῖον Πειραιῶς, κοινοποιηθεῖσαν εἰς τοὺς ἐφοπλιστὰς καὶ τὰς ἀτμοπλοϊκὰς ἑταιρείας, τὰ ἀτμόπλοια τὰ μεταβαίνοντα εἰς Μάλταν ὀφείλουν νὰ ὑποβάλλουν δηλώσεις πρὸς τὰς Βρεταννικὰς ἀρχάς.: [762, 535, 907, 651]
place-date: Ἐν Ἀθήναις τῇ 10 Ἰουνίου 1916.: [194, 1185, 351, 1197]
subheading: ΕΙΣ ΥΠΟΣΤΡΑΤΗΓΟΥΣ: [926, 887, 1139, 908]
divider: [1158, 730, 1379, 733]
article-text: ΛΑΡΙΣΑ, 9 Ἰουνίου. — Ἡ ἐπίδοσις τῆς διακοινώσεως τῶν Δυνάμεων τῆς Ἀντάντ ἀναφερομένης τὴν ὑπόστασιν τοῦ Κράτους γνωσθεῖσα ἐν Θεσσαλίᾳ προεκάλεσεν ἐντύπωσιν. Ὁ Λαὸς ἐκφράζει τὴν εὐχὴν ὅπως ἡ Κυβέρνησις ἀνταποκριθῇ εἰς τὴν ἀποστολὴν αὐτῆς.: [762, 1602, 907, 1718]
subheading: ΑΙ ΠΡΟΣΕΓΓΙΣΕΙΣ ΕΙΣ ΜΑΛΤΑΝ: [763, 501, 906, 533]
classified: [366, 1515, 587, 1583]
page-number: 2: [140, 78, 157, 107]
article-text: Ὁ Νομάρχης Ἀττικοβοιωτίας κ. Τσέλος ἀντιπρόσωπος τῆς Α. Μ. τοῦ Βασιλέως ἀναδεχθεὶς τὸν νεογνὸν τοῦ κ. Εὐαγγελάτου, ὠνόμασεν αὐτὸν Κωνσταντῖνον.: [1158, 210, 1379, 257]
subheading-policeman: ΕΛΛΗΝΟΣ ΑΣΤΥΝΟΜΟΥ: [622, 1577, 727, 1609]
article-text: Τὴν προσεχῆ Κυριακὴν 12ην ἐρχόμενον, ὥραν 9 1/2 π.μ. τελεῖται ἐν τῷ ἐνταῦθα ἱερῷ Ναῷ τοῦ Ἁγίου Κωνσταντίνου (Ὀμονοίας), ἀρχιερατικὸν μνημόσυνον ὑπὲρ ἀναπαύσεως τῆς ψυχῆς τοῦ πεφιλημένου πατρός ἡμῶν: [127, 827, 351, 885]
intro-text: ἐπαρουσίασαν τήν εἰδοποιόν, ἐξήτησαν ἀπὸ τὴν Διοίκησιν τὴν ἄδειαν ν' ἀποσυρθῶσι. Μετ' ὀλίγον, ἦλθεν ἡ Βιέννη πρὸς συνάντησιν μου.: [127, 120, 351, 166]
article-text: Ἐν τούτοις τὰ ἀτμοπλοϊκὰ γραφεῖα φαίνονται ὅτι μὲ τὴν ἐπικειμένην ἄρσιν τοῦ ἀποκλεισμοῦ θὰ ἀρχίσουν τὴν δρομολόγησιν τῶν ἀτμοπλοίων.: [602, 448, 747, 517]
note: Ἡ παρούσα θεωρηθήσεται ὡς ἰδιαιτέρα προσκλησις.: [127, 1236, 351, 1260]
heading-tram-company: ΕΛΛΗΝΙΚΗ ΕΤΑΙΡΕΙΑ ΤΡΟΧΙΟΔΡΟΜΩΝ ΑΘΗΝΩΝ ΠΕΙΡΑΙΩΣ & ΠΕΡΙΧΩΡΩΝ: [127, 1273, 351, 1325]
article-text: Θάπτομεν σήμερον ἡμέραν Παρασκευὴν καὶ ὥραν 6ην μ.μ. ἐκ τῆς οἰκίας μας κειμένης ἐπὶ τῆς ὁδοῦ Ἀλεξ. Ρεγκαβῆ ἀριθ. 14 εἰς τὸ νέον τοῦ Ἁγίου Ἐλευθερίου συνοικίας Ἄρεως.: [127, 1098, 351, 1145]
article-text: Κληροδοτήματος ἐκ 10,000 λιρῶν διὰ τὴν ἵδρυσιν καὶ συντήρησιν Δημοσίας Βιβλιοθήκης ἐν Ἀργοστολίῳ.: [922, 229, 1143, 264]
article-text: Ἀριθ. πρωτ. 28131. Ὁ Ὑπουργὸς τῆς Ἐθνικῆς Οἰκονομίας λαβόντες ὑπ' ὄψει τὴν ἀπὸ 29 Ἀπριλίου 1916 αἴτησιν τῶν Γρηγ. Οἰκονόμου, Ἰωάν. Δροσοπούλου, Α. Χατζηνικολάου, Ἰωάν. Ἰωάννου καὶ Γ. Ρεϊσοπούλου καὶ τὴν ὑπ' ἀρ. 30 τρέχοντος τοῦ κατὰ τὸ ἄρθρον 2 τοῦ νόμου 714 τῆς 26 Μαρτίου 1916 ἐπεὶ ἀξιοῦν ἐκμεταλλεύσεως ἐπὶ ἐγγράφου Συμβολαίου,: [127, 229, 351, 333]
article-text: Ὡς τόπος κατοικήσεως τοῦ δυνάμει τῆς ὁρισθείσης ἀδείας ἐξορυχθησομένου μεταλλεύματος ὁρίσθη ἡ παραλία Ἅγιοι Θεόδωροι τοῦ Αγγοκρήσου.: [127, 713, 351, 759]
subheading: ΑΙ ΣΤΡΑΤΙΩΤΙΚΑΙ ΚΑΤΑΓΡΑΦΑΙ: [1198, 584, 1339, 615]
article-text: Ἡ Τράπεζα θὰ ἔχῃ κεφάλαιον ἐκ 10 ἑκατομμυρίων δραχμῶν, θὰ ἔχῃ δὲ ἕδραν τὸν Πειραιᾶ.: [602, 1848, 747, 1895]
heading-book-purchase: ΑΓΟΡΑ ΒΙΒΛΙΩΝ: [135, 1585, 343, 1612]
divider: [922, 1092, 1143, 1095]
article-text: Χορηγοῦμεν, συμφώνως τῷ νόμῳ 714 εἰς τοὺς ἀνωτέρω ἐπὶ τῇ βάσει τῆς ἀποδοθείσης αὐτοῖς ἀπὸ 2 Σεπτεμβρίου 1901 ἀρχικῆς αἰτήσεως τῶν Γρηγ. Οἰκονόμου, Θεοδ. Σαῦρηκα, Μιχ. Οἰκονόμου καὶ Παντ. Παπαδάκη ἄδειαν προσωρινῆς ἐκμεταλλεύσεως χρωμίου διαρκείας ὅσο ἔτων ἐπὶ ἐγγυήσει δρχ. 6,30 κατὰ τὴν ἔκτ. μα. Δάχρυσον ἀπὸ ἐταιρείας 1100 στρ. μετὰ τοῦ ὅρου τῆς ἀκυρώσεως τῆς ἀνωτέρω μνημονευθείσης ἀρχικῆς αἰτήσεως.: [127, 336, 351, 463]
lower-subcol-left: [602, 1356, 747, 2210]
subheading-libraries: ΚΑΙ ΒΙΒΛΙΟΘΗΚΩΝ: [160, 1617, 318, 1634]
subheading: ΕΚΔΟΣΕΙΣ: [1227, 1270, 1310, 1287]
subheading-former-ministers: ΑΠΟΧΑΙΡΕΤΩΝΤΕΣ ΤΟΥΣ ΥΠΑΛΛΗΛΟΥΣ ΤΩΝ: [602, 1014, 907, 1045]
divider: [127, 791, 351, 792]
heading-funeral: ΚΗΔΕΙΑ: [188, 1031, 290, 1058]
article-text: Ὁ θίασος τῆς κ. Ροζάν ἀναχωρεῖ ἐν τῷ θέατρῳ τοῦ Γαλλικοῦ Συνδέσμου μετὰ τῆς ὁλομελοῦς συνοδείας τῆς σκηνῆς ὑπὸ τοῦ κ. Πεζουέλεν.: [1158, 996, 1379, 1042]
subheading: ΔΙΑ ΤΟΝ ΝΕΣΤΟΝ: [946, 559, 1119, 580]
place-date: Ἐν Ἀθήναις τῇ 10 Ἰουνίου 1916.: [194, 971, 351, 983]
subheading: ΟΙ ΑΝΘΡΩΠΟΙ ΜΕ ΤΟΥΣ ΜΕΝΕΣΕΔΕΣ: [1172, 961, 1365, 993]
heading-situation: Η ΚΑΤΑΣΤΑΣΙΣ: [959, 1101, 1106, 1122]
article-text: Εἰς τὸ λιμεναρχεῖον Πειραιῶς ἐκοινοποιήθη κατάσχεσις συντηρητικὴ τοῦ ἱστιοφόρου τοῦ κ. Σ. Βαλέτα.: [762, 692, 907, 738]
divider: [922, 697, 1143, 700]
classified: [366, 1279, 587, 1347]
column-2: [358, 120, 594, 2210]
article-text: Εἰδοποιοῦνται οἱ ἐνδιαφερόμενοι ὅτι ἡ ἔκθεσις τῶν χειροτεχνημάτων τῶν μαθητριῶν τοῦ ἐν Καλλιθέᾳ Διδασκαλείου τῶν νηπιαγωγῶν ἄρχεται ἀπὸ τῆς 10ης τοῦ μηνὸς καὶ θὰ ἐξακολουθήσῃ μέχρι τῆς 25 Ἰουνίου εἰς τὸ ἐν Κ. Ἀλιβερὶ Διδασκαλείον.: [127, 1505, 351, 1575]
article-text: Διὰ Β. Διατάγματος διορίζονται: διευθυντὴς τοῦ Ταχυδρομείου Ἀθηνῶν ὁ κ. Ε. Ζαβούσης, ἐπιθεωρητὴς δὲ ὁ κ. Κ. Βενετάκης, ἐκ τῶν ὑπαλλήλων τῆς ὑπηρεσίας.: [922, 1042, 1143, 1088]
article-text: Ἐγνώσθη χθὲς ὅτι αἱ συμμαχικαὶ στρατιωτικαὶ ἀρχαὶ συνέλαβον τὸν Ἕλληνα ἀστυνόμον ὑπομοίραρχον Μαγιαδὰ μετὰ τὸν ἐκ τῶν ἐνόρκων καὶ ὡδήγησαν αὐτὸν εἰς τὸ Κερασοῦν.: [602, 1612, 747, 1704]
article-text: ΘΕΣΣΑΛΟΝΙΚΗ, 9 Ἰουνίου. — Τὸ Γαλλικὸν Ἐπιτελεῖον ἀνακοινοῖ ὅτι αἱ στρατιαὶ τῶν Βουλγάρων προελαύνουσαι εἰς τὴν θέσιν Κούκκες διέβησαν τὸν ποταμὸν καὶ κατέλαβον τὰ ὑψώματα.: [922, 597, 1143, 655]
subheading: ΕΝ ΚΑΒΑΛΛΑ: [948, 1126, 1117, 1153]
article-text: Κληροδοτήματος εἰς ὅλους μετὰ τῶν ἐξαιρετικῶν τῆς σχολῆς ἐν τῇ ἐν Ἀργοστολίῳ ἐνορίᾳ τῆς Ἁγ. Παρασκευῆς καὶ ἐκ 10,000 λιρῶν ἐπὶ τῆς ἱδρύσεως καὶ συντηρήσεως Παρθεναγωγείου ἐν Ἀργοστολίῳ.: [922, 120, 1143, 177]
article-text: Ἡ Κερκυραϊκὴ μοῖρα τῶν Βουλγάρων ὑπεχώρησε ἀπὸ τὰ Ἑλληνικὰ ἐδάφη πρὸς τὸν Νέστον.: [762, 1553, 907, 1600]
classified: [366, 1459, 587, 1515]
columns: [120, 120, 1520, 2210]
heading-investigations: ΑΙ ΑΝΑΚΡΙΣΕΙΣ: [957, 1215, 1108, 1236]
heading-yesterday: Η ΧΘΕΣΙΝΗ: [1158, 126, 1307, 152]
heading-movement: ΚΙΝΗΣΙΣ: [1158, 159, 1379, 184]
article-text: Ὁ κ. Ράλλης μεταβὰς εἰς τὸ ὑπουργεῖον τῆς Δικαιοσύνης ἀπεχαιρέτησε τοὺς ὑπαλλήλους, ὁ δὲ κ. Στράτος παρέδωσε τὸ ὑπουργεῖον τῶν Οἰκονομικῶν εἰς τὸν διάδοχόν του.: [762, 1120, 907, 1201]
ad-text: Ὁ καλλίτερος ράπτης Στρατιωτικῶν ἐνδυμάτων Εὐάγγελος Φελέρης, ὁδηγηθεὶς ὑπὸ τοῦ Βα Σῶμα Σχολεῖο ἐπίσης ἀνεχώρισε πρὸς ὑπεξαγοραστάς. Ἡ καλὴ τάξις ἐργασίας τοῦ εἰς τὸ ἀπὸ ὁδοῦ Καντάρου 22 κατάστημά του.: [366, 808, 587, 878]
heading-impression: Η ΕΝΤΥΠΩΣΙΣ: [942, 326, 1123, 352]
article-text: Ἡ Κερκυραϊκὴ μοῖρα τῶν Βουλγάρων ὑπεχώρησε ἀπὸ τὰ Ἑλληνικὰ ἐδάφη πρὸς τὸν Νέστον.: [922, 658, 1143, 692]
